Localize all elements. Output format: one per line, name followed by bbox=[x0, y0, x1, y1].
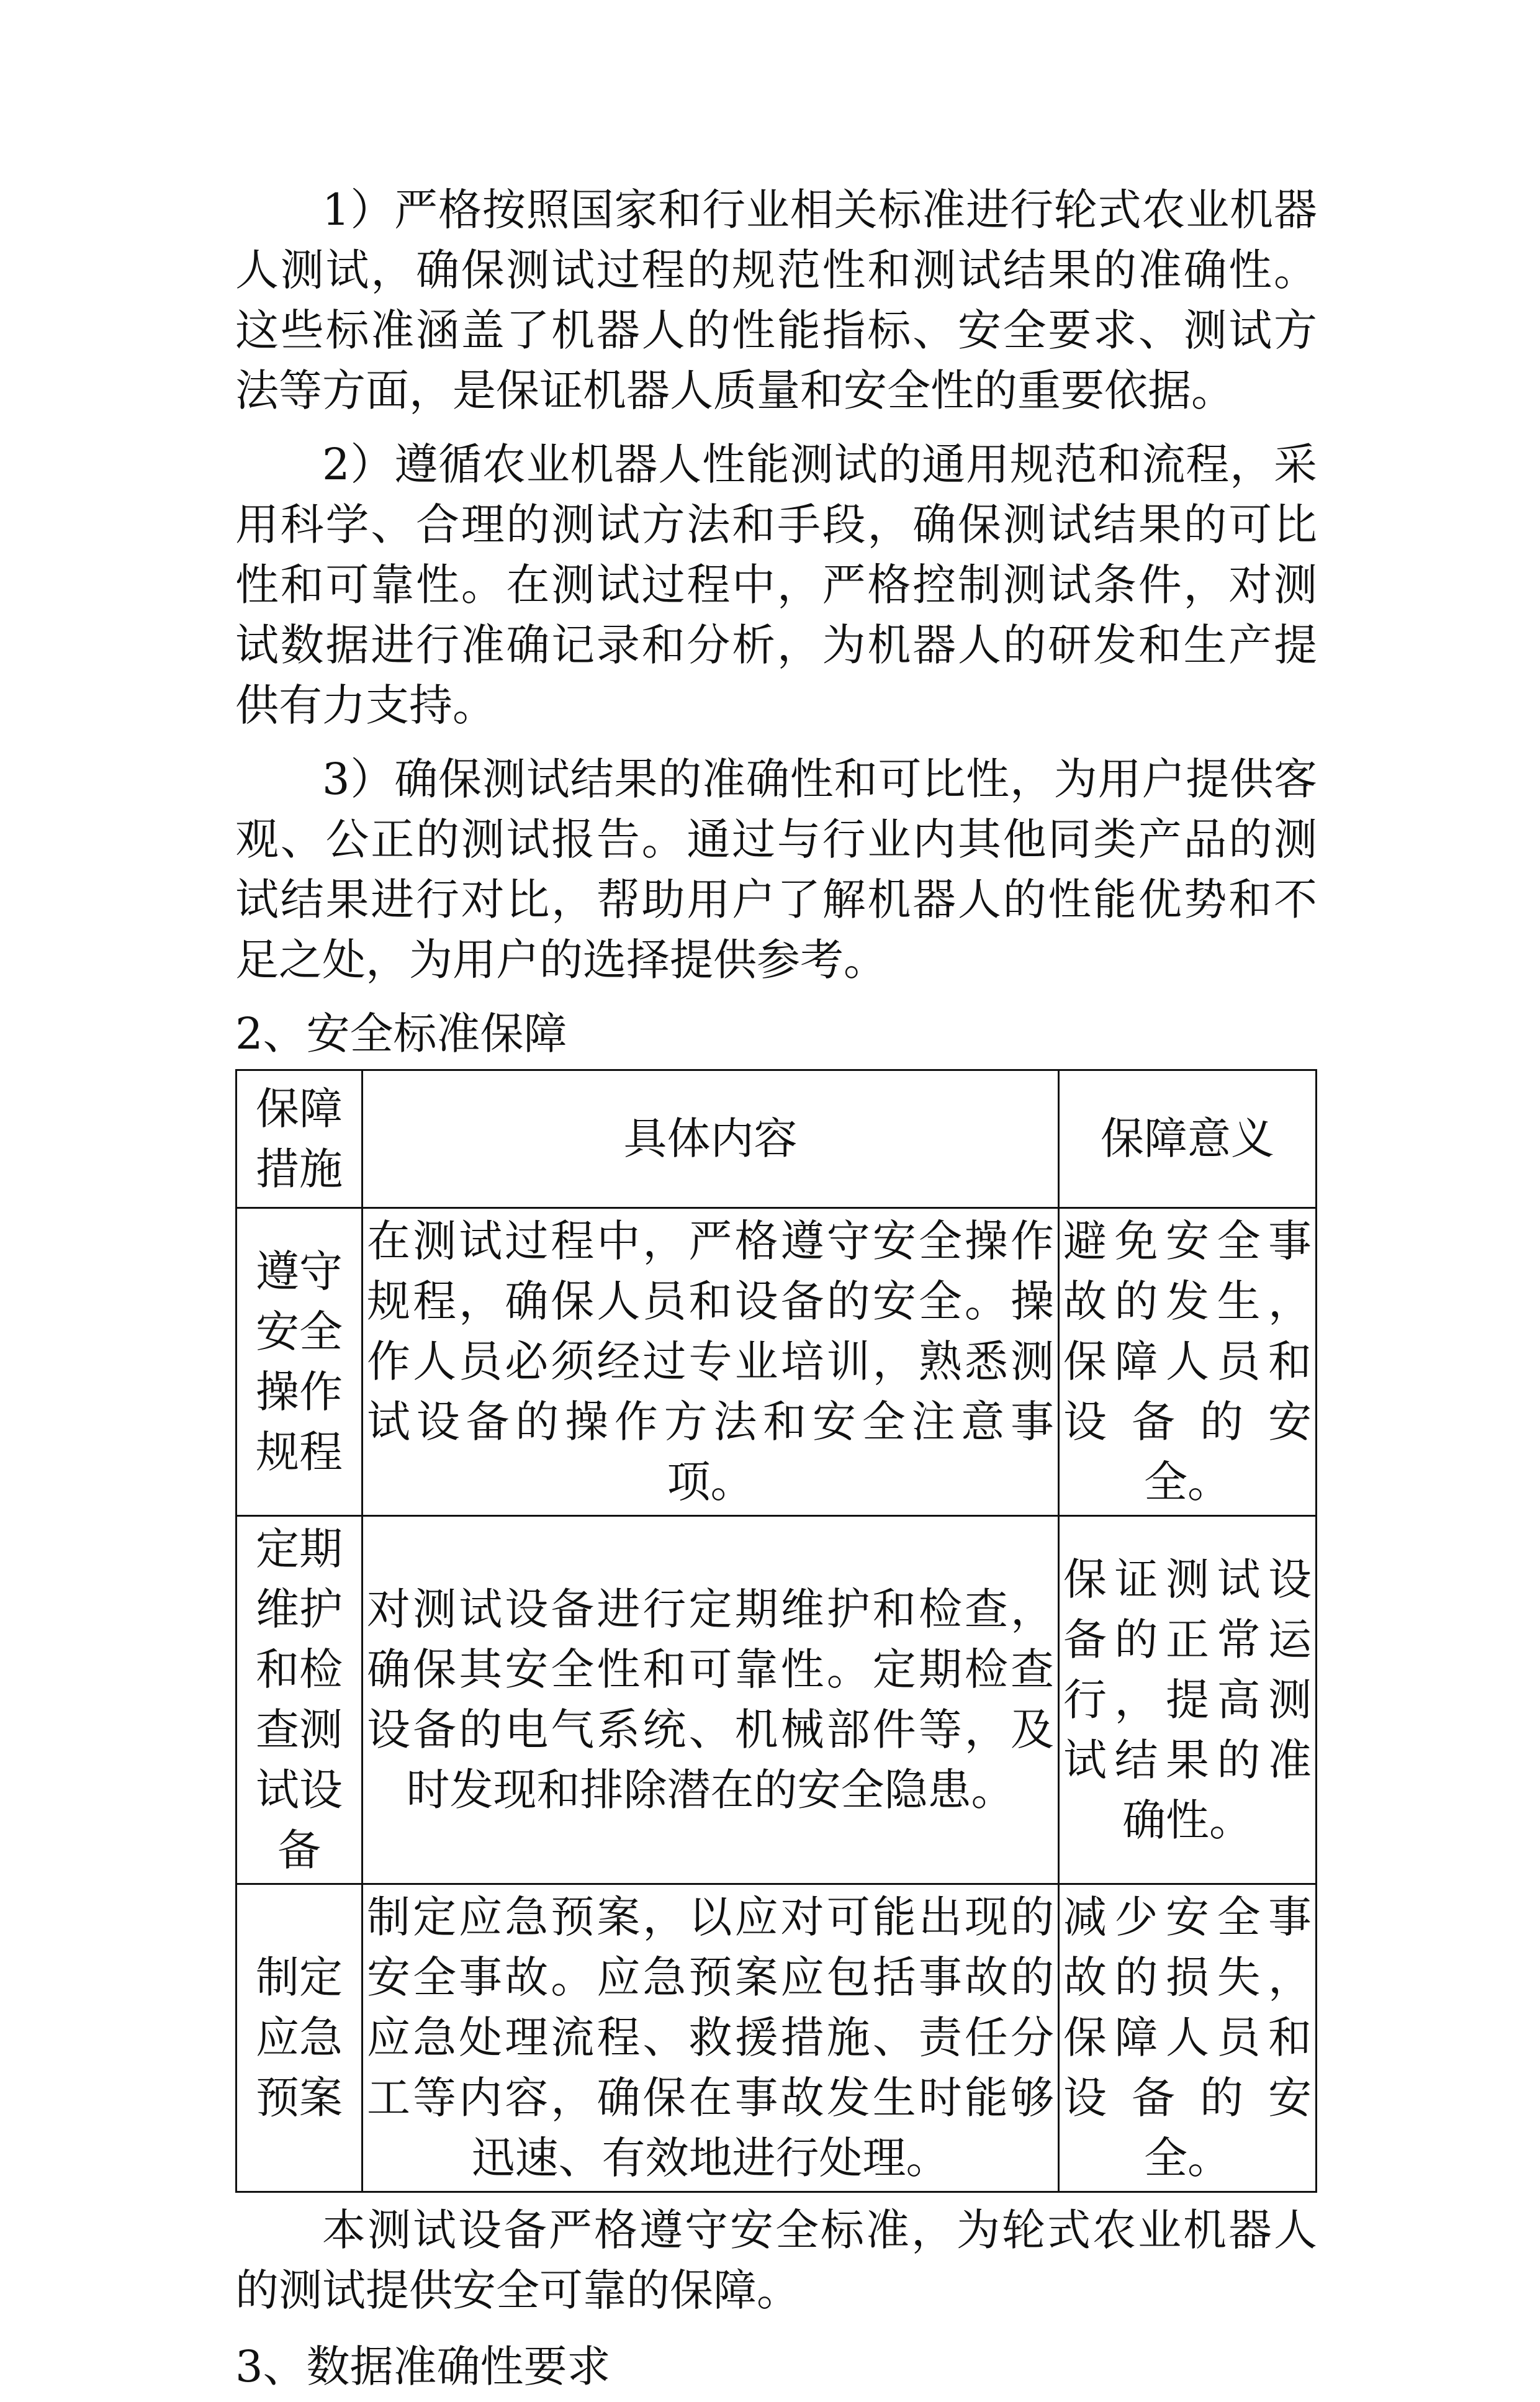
table-row bbox=[236, 1884, 1317, 2192]
cell-content: 在测试过程中，严格遵守安全操作规程，确保人员和设备的安全。操作人员必须经过专业培训，熟悉测试设备的操作方法和安全注意事项。 bbox=[362, 1208, 1059, 1516]
cell-significance: 减少安全事故的损失，保障人员和设备的安全。 bbox=[1059, 1884, 1317, 2192]
table-header-row bbox=[236, 1070, 1317, 1208]
paragraph-3: 3）确保测试结果的准确性和可比性，为用户提供客观、公正的测试报告。通过与行业内其他同类产品的测试结果进行对比，帮助用户了解机器人的性能优势和不足之处，为用户的选择提供参考。 bbox=[235, 754, 1317, 985]
cell-content: 对测试设备进行定期维护和检查，确保其安全性和可靠性。定期检查设备的电气系统、机械部件等，及时发现和排除潜在的安全隐患。 bbox=[362, 1516, 1059, 1884]
cell-measure: 定期维护和检查测试设备 bbox=[236, 1516, 362, 1884]
paragraph-after-table: 本测试设备严格遵守安全标准，为轮式农业机器人的测试提供安全可靠的保障。 bbox=[235, 2205, 1317, 2316]
cell-measure: 遵守安全操作规程 bbox=[236, 1208, 362, 1516]
section-heading-data-accuracy: 3、数据准确性要求 bbox=[235, 2341, 611, 2392]
document-body bbox=[235, 0, 1317, 2397]
cell-content: 制定应急预案，以应对可能出现的安全事故。应急预案应包括事故的应急处理流程、救援措施、责任分工等内容，确保在事故发生时能够迅速、有效地进行处理。 bbox=[362, 1884, 1059, 2192]
safety-measures-table bbox=[235, 1069, 1317, 2193]
paragraph-2: 2）遵循农业机器人性能测试的通用规范和流程，采用科学、合理的测试方法和手段，确保测试结果的可比性和可靠性。在测试过程中，严格控制测试条件，对测试数据进行准确记录和分析，为机器人的研发和生产提供有力支持。 bbox=[235, 439, 1317, 731]
table-row bbox=[236, 1516, 1317, 1884]
section-heading-safety: 2、安全标准保障 bbox=[235, 1008, 567, 1059]
header-content: 具体内容 bbox=[362, 1070, 1059, 1208]
header-significance: 保障意义 bbox=[1059, 1070, 1317, 1208]
header-measure: 保障措施 bbox=[236, 1070, 362, 1208]
table-row bbox=[236, 1208, 1317, 1516]
paragraph-1: 1）严格按照国家和行业相关标准进行轮式农业机器人测试，确保测试过程的规范性和测试结果的准确性。这些标准涵盖了机器人的性能指标、安全要求、测试方法等方面，是保证机器人质量和安全性的重要依据。 bbox=[235, 184, 1317, 416]
intro-paragraphs bbox=[235, 180, 1317, 990]
cell-significance: 保证测试设备的正常运行，提高测试结果的准确性。 bbox=[1059, 1516, 1317, 1884]
cell-significance: 避免安全事故的发生，保障人员和设备的安全。 bbox=[1059, 1208, 1317, 1516]
cell-measure: 制定应急预案 bbox=[236, 1884, 362, 2192]
